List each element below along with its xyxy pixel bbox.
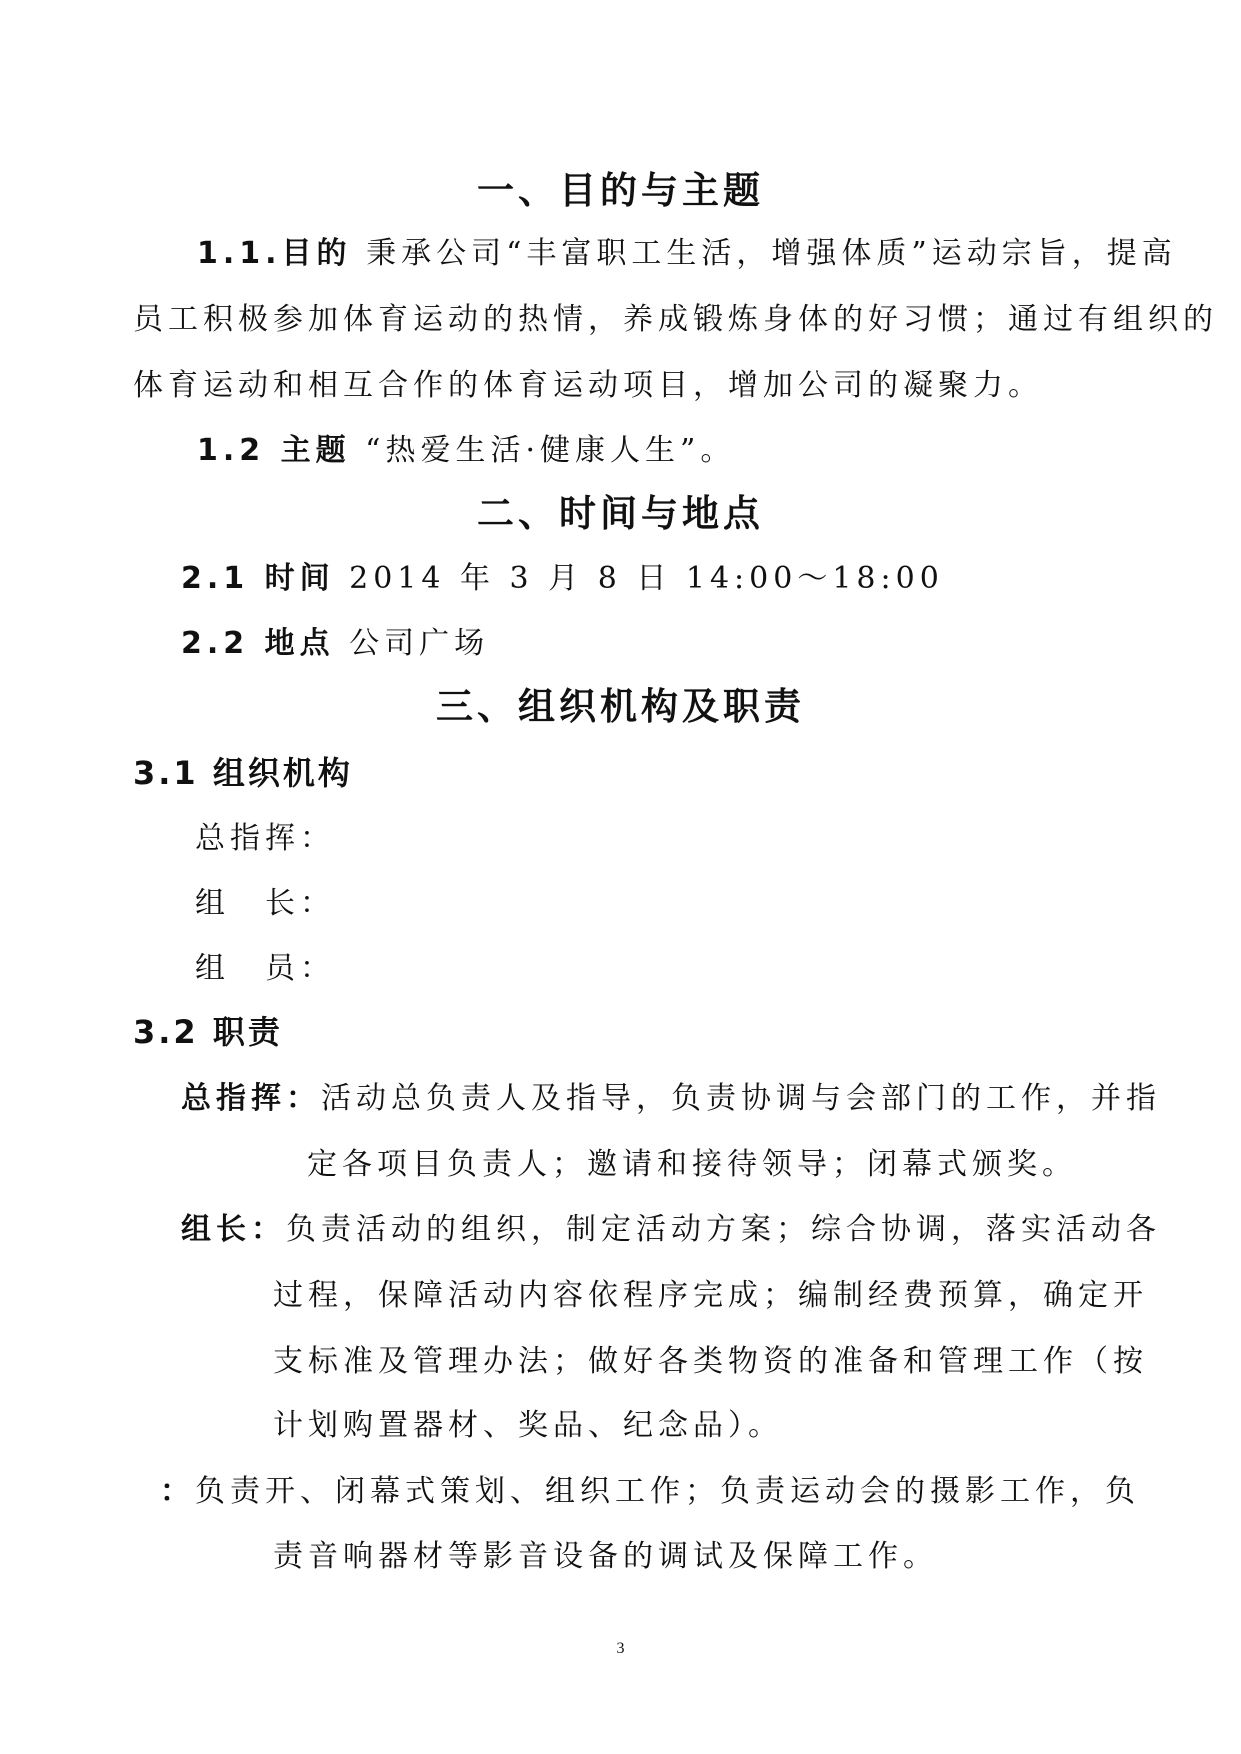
org-item-commander: 总指挥： [195,821,335,856]
org-item-leader: 组 长： [195,886,335,921]
duty2-line1 [181,1204,1161,1248]
purpose-paragraph-line1 [197,228,1177,272]
purpose-label: 1.1.目的 [197,236,352,271]
duty-heading: 3.2 职责 [133,1013,283,1051]
duty1-text-line1: 活动总负责人及指导，负责协调与会部门的工作，并指 [321,1081,1161,1116]
place-label: 2.2 地点 [181,626,335,661]
time-label: 2.1 时间 [181,561,335,596]
duty3-label: ： [160,1474,195,1509]
place-text: 公司广场 [334,626,490,661]
section2-heading: 二、时间与地点 [477,492,764,535]
time-text: 2014 年 3 月 8 日 14:00～18:00 [334,561,944,596]
duty1-label: 总指挥： [181,1081,321,1116]
duty2-label: 组长： [181,1212,286,1247]
purpose-text-line1: 秉承公司“丰富职工生活，增强体质”运动宗旨，提高 [351,236,1177,271]
theme-text: “热爱生活·健康人生”。 [350,433,736,468]
org-item-member: 组 员： [195,951,335,986]
duty3-text-line2: 责音响器材等影音设备的调试及保障工作。 [273,1539,938,1574]
duty2-text-line3: 支标准及管理办法；做好各类物资的准备和管理工作（按 [273,1344,1148,1379]
purpose-text-line2: 员工积极参加体育运动的热情，养成锻炼身体的好习惯；通过有组织的 [133,302,1218,337]
duty3-line1 [160,1466,1140,1510]
duty2-text-line4: 计划购置器材、奖品、纪念品）。 [273,1408,783,1443]
purpose-text-line3: 体育运动和相互合作的体育运动项目，增加公司的凝聚力。 [133,368,1043,403]
duty2-text-line2: 过程，保障活动内容依程序完成；编制经费预算，确定开 [273,1278,1148,1313]
place-line [181,618,489,662]
time-line [181,553,944,597]
section3-heading: 三、组织机构及职责 [436,685,805,728]
page-number: 3 [616,1640,625,1657]
duty1-line1 [181,1073,1161,1117]
duty2-text-line1: 负责活动的组织，制定活动方案；综合协调，落实活动各 [286,1212,1161,1247]
theme-line [197,425,735,469]
duty3-text-line1: 负责开、闭幕式策划、组织工作；负责运动会的摄影工作，负 [195,1474,1140,1509]
theme-label: 1.2 主题 [197,433,351,468]
duty1-text-line2: 定各项目负责人；邀请和接待领导；闭幕式颁奖。 [307,1147,1077,1182]
org-heading: 3.1 组织机构 [133,754,353,792]
section1-heading: 一、目的与主题 [477,169,764,212]
